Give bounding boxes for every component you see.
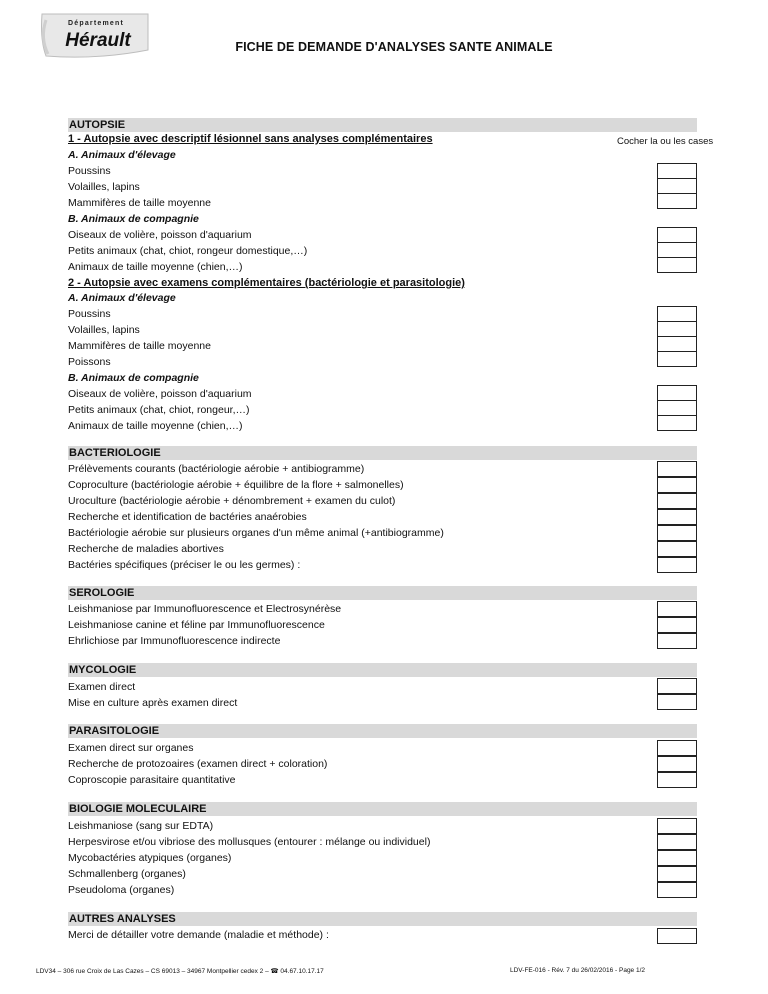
category-compagnie: B. Animaux de compagnie xyxy=(68,213,199,225)
checkbox-parasito-protozoaires[interactable] xyxy=(657,756,697,772)
page-title: FICHE DE DEMANDE D'ANALYSES SANTE ANIMALE xyxy=(235,40,553,54)
list-item: Ehrlichiose par Immunofluorescence indirecte xyxy=(68,635,281,647)
category-elevage: A. Animaux d'élevage xyxy=(68,149,176,161)
checkbox-myco-culture[interactable] xyxy=(657,694,697,710)
checkbox-bacterio-coproculture[interactable] xyxy=(657,477,697,493)
list-item: Mycobactéries atypiques (organes) xyxy=(68,852,232,864)
checkbox-sero-ehrlichiose[interactable] xyxy=(657,633,697,649)
checkbox-bacterio-specifiques[interactable] xyxy=(657,557,697,573)
checkbox-autopsie2-mammiferes[interactable] xyxy=(657,336,697,352)
category-elevage: A. Animaux d'élevage xyxy=(68,292,176,304)
list-item: Bactériologie aérobie sur plusieurs organes d'un même animal (+antibiogramme) xyxy=(68,527,444,539)
list-item: Merci de détailler votre demande (maladie et méthode) : xyxy=(68,929,329,941)
checkbox-autopsie1-petits-animaux[interactable] xyxy=(657,242,697,258)
checkbox-myco-examen-direct[interactable] xyxy=(657,678,697,694)
list-item: Leishmaniose par Immunofluorescence et Electrosynérèse xyxy=(68,603,342,615)
checkbox-autopsie1-poussins[interactable] xyxy=(657,163,697,179)
checkbox-autopsie1-taille-moyenne[interactable] xyxy=(657,257,697,273)
list-item: Prélèvements courants (bactériologie aérobie + antibiogramme) xyxy=(68,463,365,475)
checkbox-autopsie2-oiseaux[interactable] xyxy=(657,385,697,401)
list-item: Bactéries spécifiques (préciser le ou les germes) : xyxy=(68,559,301,571)
checkbox-autres-analyses[interactable] xyxy=(657,928,697,944)
list-item: Examen direct xyxy=(68,681,136,693)
checkbox-bacterio-uroculture[interactable] xyxy=(657,493,697,509)
checkbox-bio-leishmaniose[interactable] xyxy=(657,818,697,834)
list-item: Pseudoloma (organes) xyxy=(68,884,175,896)
checkbox-bio-mycobacteries[interactable] xyxy=(657,850,697,866)
list-item: Poussins xyxy=(68,165,111,177)
list-item: Recherche de maladies abortives xyxy=(68,543,224,555)
list-item: Poussins xyxy=(68,308,111,320)
list-item: Uroculture (bactériologie aérobie + dénombrement + examen du culot) xyxy=(68,495,396,507)
departement-herault-logo xyxy=(36,10,154,62)
checkbox-bacterio-anaerobies[interactable] xyxy=(657,509,697,525)
checkbox-sero-leish-if-es[interactable] xyxy=(657,601,697,617)
section-header-autopsie: AUTOPSIE xyxy=(68,118,697,132)
checkbox-autopsie2-taille-moyenne[interactable] xyxy=(657,415,697,431)
subsection-autopsie-1: 1 - Autopsie avec descriptif lésionnel sans analyses complémentaires xyxy=(68,133,433,145)
list-item: Herpesvirose et/ou vibriose des mollusques (entourer : mélange ou individuel) xyxy=(68,836,431,848)
list-item: Mammifères de taille moyenne xyxy=(68,197,211,209)
checkbox-autopsie2-poissons[interactable] xyxy=(657,351,697,367)
section-header-mycologie: MYCOLOGIE xyxy=(68,663,697,677)
list-item: Mise en culture après examen direct xyxy=(68,697,238,709)
logo-text-small: Département xyxy=(68,20,124,27)
list-item: Petits animaux (chat, chiot, rongeur,…) xyxy=(68,404,250,416)
list-item: Animaux de taille moyenne (chien,…) xyxy=(68,261,243,273)
instruction-text: Cocher la ou les cases xyxy=(617,136,714,147)
checkbox-autopsie1-mammiferes[interactable] xyxy=(657,193,697,209)
category-compagnie: B. Animaux de compagnie xyxy=(68,372,199,384)
list-item: Poissons xyxy=(68,356,111,368)
checkbox-autopsie1-volailles[interactable] xyxy=(657,178,697,194)
checkbox-bio-schmallenberg[interactable] xyxy=(657,866,697,882)
list-item: Recherche et identification de bactéries anaérobies xyxy=(68,511,307,523)
list-item: Coproscopie parasitaire quantitative xyxy=(68,774,236,786)
checkbox-autopsie2-poussins[interactable] xyxy=(657,306,697,322)
section-header-serologie: SEROLOGIE xyxy=(68,586,697,600)
list-item: Animaux de taille moyenne (chien,…) xyxy=(68,420,243,432)
list-item: Petits animaux (chat, chiot, rongeur domestique,…) xyxy=(68,245,308,257)
section-header-autres-analyses: AUTRES ANALYSES xyxy=(68,912,697,926)
checkbox-bio-herpesvirose[interactable] xyxy=(657,834,697,850)
list-item: Volailles, lapins xyxy=(68,181,140,193)
section-header-biologie-moleculaire: BIOLOGIE MOLECULAIRE xyxy=(68,802,697,816)
checkbox-bacterio-plusieurs-organes[interactable] xyxy=(657,525,697,541)
checkbox-autopsie2-petits-animaux[interactable] xyxy=(657,400,697,416)
list-item: Examen direct sur organes xyxy=(68,742,194,754)
checkbox-autopsie2-volailles[interactable] xyxy=(657,321,697,337)
subsection-autopsie-2: 2 - Autopsie avec examens complémentaires (bactériologie et parasitologie) xyxy=(68,277,465,289)
list-item: Mammifères de taille moyenne xyxy=(68,340,211,352)
footer-reference: LDV-FE-016 - Rév. 7 du 26/02/2016 - Page 1/2 xyxy=(510,967,646,974)
checkbox-bacterio-prelevements[interactable] xyxy=(657,461,697,477)
list-item: Oiseaux de volière, poisson d'aquarium xyxy=(68,229,252,241)
section-header-parasitologie: PARASITOLOGIE xyxy=(68,724,697,738)
checkbox-bacterio-abortives[interactable] xyxy=(657,541,697,557)
checkbox-parasito-coproscopie[interactable] xyxy=(657,772,697,788)
list-item: Oiseaux de volière, poisson d'aquarium xyxy=(68,388,252,400)
list-item: Leishmaniose (sang sur EDTA) xyxy=(68,820,214,832)
checkbox-parasito-organes[interactable] xyxy=(657,740,697,756)
list-item: Coproculture (bactériologie aérobie + équilibre de la flore + salmonelles) xyxy=(68,479,404,491)
checkbox-sero-leish-canine-feline[interactable] xyxy=(657,617,697,633)
list-item: Schmallenberg (organes) xyxy=(68,868,186,880)
list-item: Volailles, lapins xyxy=(68,324,140,336)
logo-text-large: Hérault xyxy=(65,30,131,51)
list-item: Leishmaniose canine et féline par Immunofluorescence xyxy=(68,619,325,631)
checkbox-autopsie1-oiseaux[interactable] xyxy=(657,227,697,243)
footer-address: LDV34 – 306 rue Croix de Las Cazes – CS 69013 – 34967 Montpellier cedex 2 – ☎ 04.67.10.17.17 xyxy=(36,968,324,975)
list-item: Recherche de protozoaires (examen direct + coloration) xyxy=(68,758,328,770)
checkbox-bio-pseudoloma[interactable] xyxy=(657,882,697,898)
section-header-bacteriologie: BACTERIOLOGIE xyxy=(68,446,697,460)
